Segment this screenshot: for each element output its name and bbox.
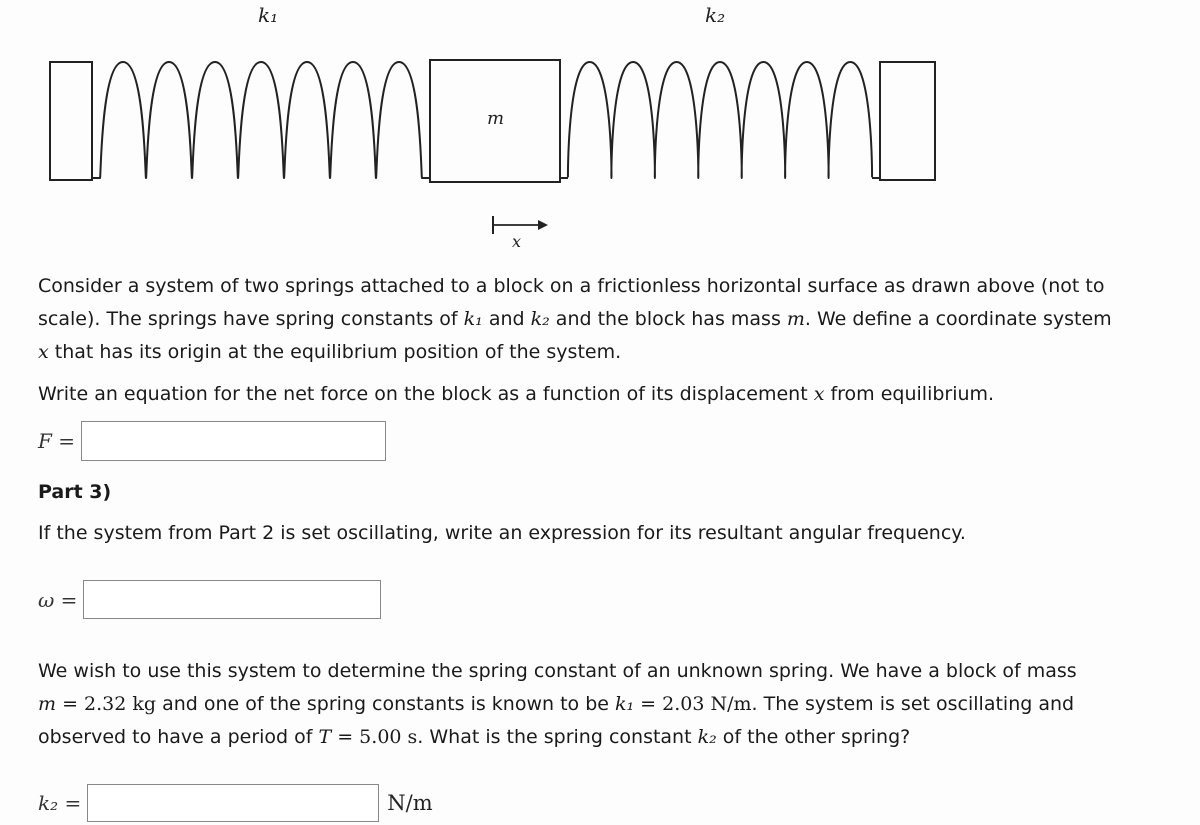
- force-label: F =: [38, 429, 75, 453]
- right-wall: [880, 62, 935, 180]
- omega-input[interactable]: [83, 580, 381, 619]
- label-x: x: [512, 232, 522, 251]
- var-k1: k₁: [615, 693, 635, 715]
- part3-heading: Part 3): [38, 481, 112, 503]
- mass-value: = 2.32 kg: [56, 693, 157, 715]
- var-m: m: [38, 693, 57, 715]
- part3-question: If the system from Part 2 is set oscillating, write an expression for its resultant angular frequency.: [38, 522, 966, 544]
- question-text: Write an equation for the net force on the block as a function of its displacement: [38, 383, 814, 405]
- question-text: and one of the spring constants is known to be: [156, 693, 615, 715]
- var-x: x: [813, 383, 825, 405]
- question-text: from equilibrium.: [824, 383, 995, 405]
- question-text: of the other spring?: [716, 726, 911, 748]
- intro-text: . We define a coordinate system: [804, 308, 1112, 330]
- var-k2: k₂: [697, 726, 717, 748]
- var-m: m: [786, 308, 805, 330]
- k1-value: = 2.03 N/m: [634, 693, 752, 715]
- k2-unit: N/m: [387, 791, 433, 815]
- spring-k2: [560, 62, 880, 178]
- intro-paragraph: [38, 270, 1168, 369]
- question-force: [38, 378, 994, 411]
- spring-block-diagram: [0, 0, 1200, 260]
- force-input[interactable]: [81, 421, 386, 461]
- question-text: observed to have a period of: [38, 726, 319, 748]
- k2-input[interactable]: [87, 784, 379, 822]
- intro-text: scale). The springs have spring constants of: [38, 308, 464, 330]
- left-wall: [50, 62, 92, 180]
- spring-k1: [92, 62, 430, 178]
- question-spring-constant: [38, 655, 1168, 754]
- intro-text: that has its origin at the equilibrium position of the system.: [48, 341, 622, 363]
- question-text: . The system is set oscillating and: [751, 693, 1075, 715]
- question-text: . What is the spring constant: [417, 726, 698, 748]
- intro-line-1: Consider a system of two springs attached to a block on a frictionless horizontal surface as drawn above (not to: [38, 275, 1105, 297]
- label-k2: k₂: [705, 3, 726, 27]
- omega-answer-row: [38, 580, 381, 619]
- label-k1: k₁: [258, 3, 279, 27]
- intro-text: and the block has mass: [549, 308, 787, 330]
- force-answer-row: [38, 421, 386, 461]
- var-x: x: [38, 341, 49, 363]
- k2-answer-row: [38, 784, 433, 822]
- omega-label: ω =: [38, 587, 78, 612]
- intro-text: and: [482, 308, 531, 330]
- question-text: We wish to use this system to determine the spring constant of an unknown spring. We have a block of mass: [38, 660, 1077, 682]
- var-T: T: [318, 726, 332, 748]
- period-value: = 5.00 s: [331, 726, 418, 748]
- var-k2: k₂: [530, 308, 550, 330]
- label-mass: m: [487, 108, 505, 129]
- var-k1: k₁: [463, 308, 483, 330]
- k2-label: k₂ =: [38, 791, 82, 815]
